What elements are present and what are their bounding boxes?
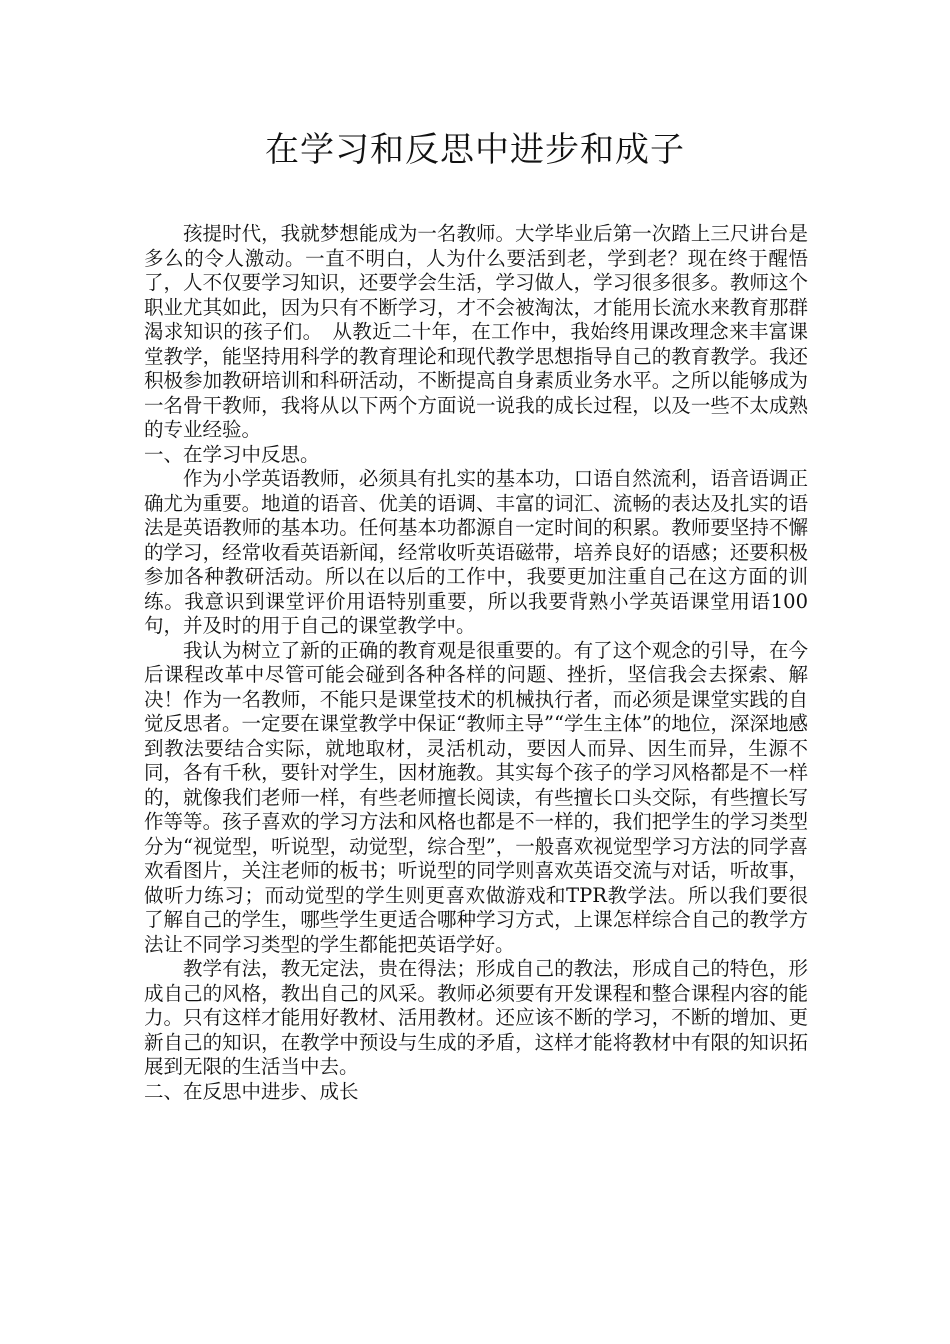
document-body xyxy=(144,222,808,1104)
section-heading-1: 一、在学习中反思。 xyxy=(144,442,320,466)
section-heading-2: 二、在反思中进步、成长 xyxy=(144,1079,359,1103)
page-title: 在学习和反思中进步和成子 xyxy=(265,130,685,170)
paragraph-education-view: 我认为树立了新的正确的教育观是很重要的。有了这个观念的引导，在今后课程改革中尽管可能会碰到各种各样的问题、挫折，坚信我会去探索、解决！作为一名教师，不能只是课堂技术的机械执行者，而必须是课堂实践的自觉反思者。一定要在课堂教学中保证“教师主导”“学生主体”的地位，深深地感到教法要结合实际，就地取材，灵活机动，要因人而异、因生而异，生源不同，各有千秋，要针对学生，因材施教。其实每个孩子的学习风格都是不一样的，就像我们老师一样，有些老师擅长阅读，有些擅长口头交际，有些擅长写作等等。孩子喜欢的学习方法和风格也都是不一样的，我们把学生的学习类型分为“视觉型，听说型，动觉型，综合型”，一般喜欢视觉型学习方法的同学喜欢看图片，关注老师的板书；听说型的同学则喜欢英语交流与对话，听故事，做听力练习；而动觉型的学生则更喜欢做游戏和TPR教学法。所以我们要很了解自己的学生，哪些学生更适合哪种学习方式，上课怎样综合自己的教学方法让不同学习类型的学生都能把英语学好。 xyxy=(144,638,808,956)
paragraph-intro: 孩提时代，我就梦想能成为一名教师。大学毕业后第一次踏上三尺讲台是多么的令人激动。一直不明白，人为什么要活到老，学到老？现在终于醒悟了，人不仅要学习知识，还要学会生活，学习做人，学习很多很多。教师这个职业尤其如此，因为只有不断学习，才不会被淘汰，才能用长流水来教育那群渴求知识的孩子们。 从教近二十年，在工作中，我始终用课改理念来丰富课堂教学，能坚持用科学的教育理论和现代教学思想指导自己的教育教学。我还积极参加教研培训和科研活动，不断提高自身素质业务水平。之所以能够成为一名骨干教师，我将从以下两个方面说一说我的成长过程，以及一些不太成熟的专业经验。 xyxy=(144,222,808,441)
paragraph-teaching-method: 教学有法，教无定法，贵在得法；形成自己的教法，形成自己的特色，形成自己的风格，教出自己的风采。教师必须要有开发课程和整合课程内容的能力。只有这样才能用好教材、活用教材。还应该不断的学习，不断的增加、更新自己的知识，在教学中预设与生成的矛盾，这样才能将教材中有限的知识拓展到无限的生活当中去。 xyxy=(144,957,808,1078)
paragraph-basic-skills: 作为小学英语教师，必须具有扎实的基本功，口语自然流利，语音语调正确尤为重要。地道的语音、优美的语调、丰富的词汇、流畅的表达及扎实的语法是英语教师的基本功。任何基本功都源自一定时间的积累。教师要坚持不懈的学习，经常收看英语新闻，经常收听英语磁带，培养良好的语感；还要积极参加各种教研活动。所以在以后的工作中，我要更加注重自己在这方面的训练。我意识到课堂评价用语特别重要，所以我要背熟小学英语课堂用语100句，并及时的用于自己的课堂教学中。 xyxy=(144,467,808,637)
